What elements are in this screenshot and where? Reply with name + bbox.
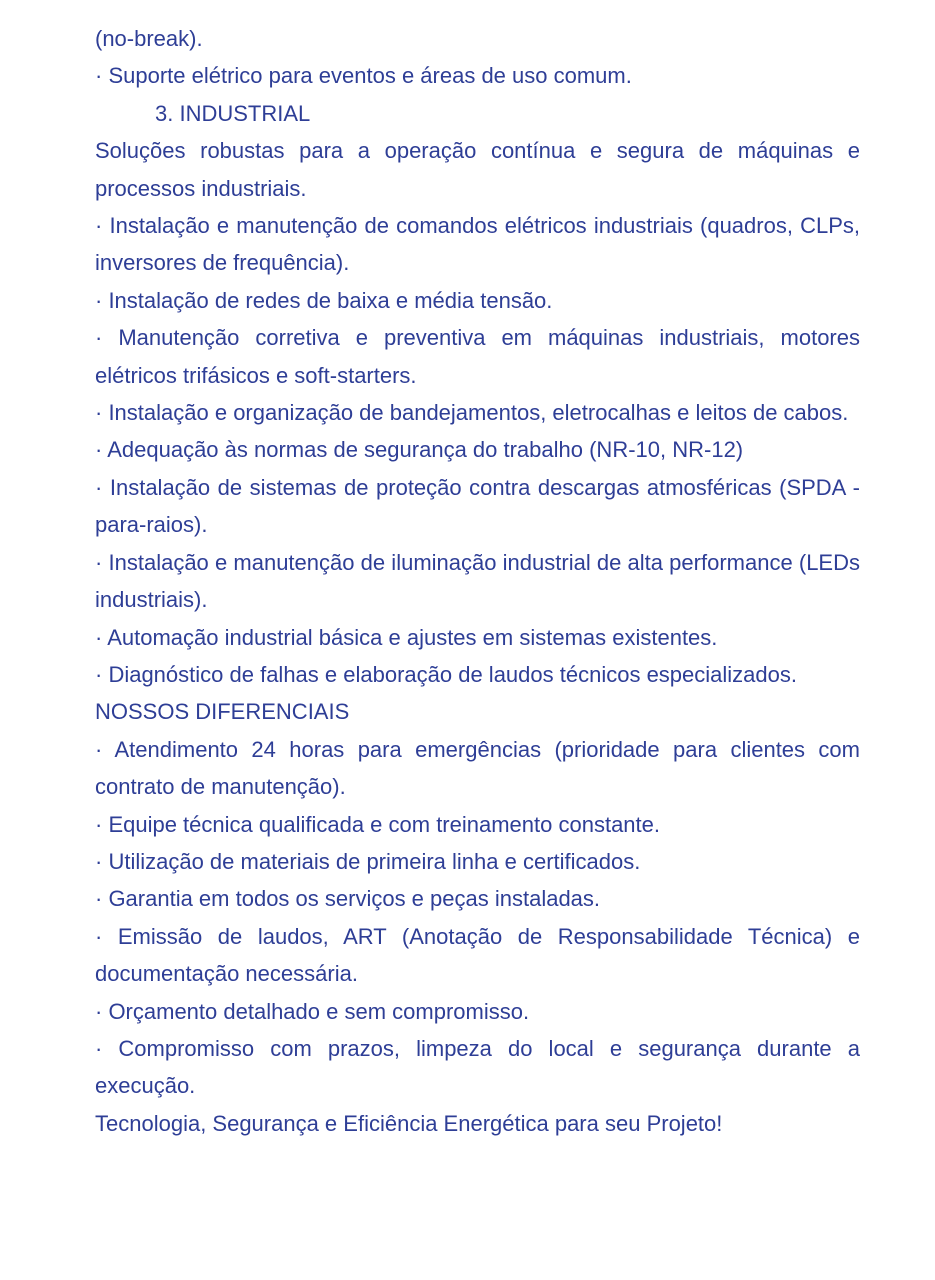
list-item-continuation: (no-break). (95, 26, 203, 51)
list-item: · Equipe técnica qualificada e com treinamento constante. (95, 811, 660, 837)
list-item: · Orçamento detalhado e sem compromisso. (95, 998, 530, 1024)
list-item: · Adequação às normas de segurança do trabalho (NR-10, NR-12) (95, 437, 744, 463)
list-item: · Instalação e manutenção de iluminação industrial de alta performance (LEDs industriais). (95, 549, 860, 613)
list-item: · Manutenção corretiva e preventiva em máquinas industriais, motores elétricos trifásicos e soft-starters. (95, 325, 860, 388)
list-item: · Automação industrial básica e ajustes em sistemas existentes. (95, 624, 718, 650)
section-heading-diferenciais: NOSSOS DIFERENCIAIS (95, 699, 350, 725)
list-item: · Diagnóstico de falhas e elaboração de laudos técnicos especializados. (95, 661, 797, 687)
list-item: · Compromisso com prazos, limpeza do local e segurança durante a execução. (95, 1035, 860, 1099)
list-item: · Instalação e organização de bandejamentos, eletrocalhas e leitos de cabos. (95, 400, 849, 426)
closing-tagline: Tecnologia, Segurança e Eficiência Energética para seu Projeto! (95, 1110, 723, 1136)
list-item: · Garantia em todos os serviços e peças instaladas. (95, 886, 601, 912)
section-intro: Soluções robustas para a operação contínua e segura de máquinas e processos industriais. (95, 138, 860, 201)
list-item: · Atendimento 24 horas para emergências (prioridade para clientes com contrato de manutenção). (95, 736, 860, 800)
list-item: · Emissão de laudos, ART (Anotação de Responsabilidade Técnica) e documentação necessária. (95, 923, 860, 987)
list-item: · Instalação de redes de baixa e média tensão. (95, 287, 553, 313)
document-page (95, 20, 860, 1142)
list-item: · Utilização de materiais de primeira linha e certificados. (95, 848, 641, 874)
list-item: · Suporte elétrico para eventos e áreas de uso comum. (95, 63, 632, 89)
section-heading-industrial: 3. INDUSTRIAL (155, 100, 311, 126)
list-item: · Instalação e manutenção de comandos elétricos industriais (quadros, CLPs, inversores de frequência). (95, 213, 860, 276)
list-item: · Instalação de sistemas de proteção contra descargas atmosféricas (SPDA - para-raios). (95, 474, 860, 538)
